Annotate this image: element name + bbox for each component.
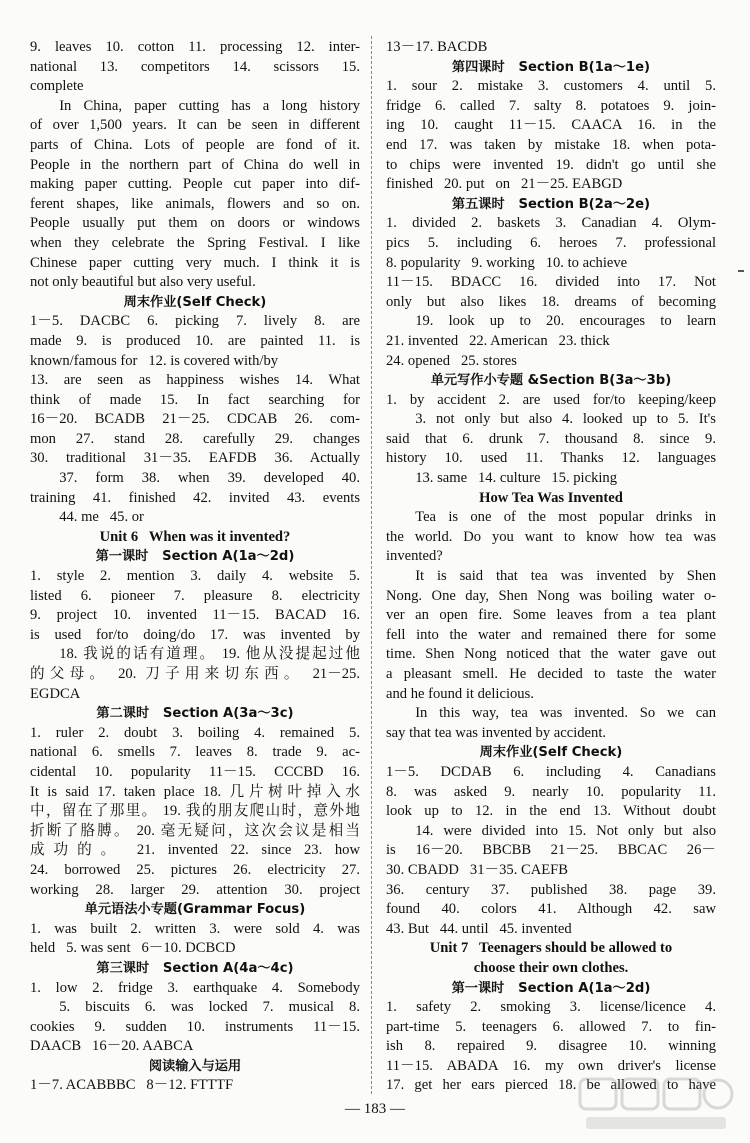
- margin-mark: [738, 270, 744, 272]
- right-text-line: fridge 6. called 7. salty 8. potatoes 9. join-: [386, 97, 716, 114]
- right-text-line: and he found it delicious.: [386, 685, 534, 702]
- left-text-line: cookies 9. sudden 10. instruments 11－15.: [30, 1018, 360, 1035]
- right-text-line: invented?: [386, 548, 443, 565]
- right-text-line: to chips were invented 19. didn't go until she: [386, 156, 716, 173]
- left-text-line: 1. low 2. fridge 3. earthquake 4. Somebody: [30, 979, 360, 996]
- left-text-line: national 6. smells 7. leaves 8. trade 9. ac-: [30, 744, 360, 761]
- right-text-line: 1. safety 2. smoking 3. license/licence 4.: [386, 999, 716, 1016]
- right-text-line: 1. divided 2. baskets 3. Canadian 4. Olym-: [386, 215, 716, 232]
- right-text-line: 24. opened 25. stores: [386, 352, 517, 369]
- right-text-line: 30. CBADD 31－35. CAEFB: [386, 861, 569, 878]
- left-text-line: parts of China. Lots of people are fond of it.: [30, 136, 360, 153]
- left-text-line: 24. borrowed 25. pictures 26. electricity 27.: [30, 861, 360, 878]
- right-text-line: said that 6. drunk 7. thousand 8. since 9.: [386, 430, 716, 447]
- right-section-heading: 第一课时 Section A(1a～2d): [451, 980, 651, 996]
- left-section-heading: 第一课时 Section A(1a～2d): [95, 549, 295, 565]
- watermark-logo-icon: [576, 1075, 736, 1135]
- right-text-line: 11－15. BDACC 16. divided into 17. Not: [386, 274, 716, 291]
- left-column: [30, 38, 360, 1096]
- left-text-line: national 13. competitors 14. scissors 15.: [30, 58, 360, 75]
- right-text-line: 36. century 37. published 38. page 39.: [386, 881, 716, 898]
- right-text-line: 13－17. BACDB: [386, 39, 488, 55]
- right-text-line: only but also likes 18. dreams of becoming: [386, 293, 716, 310]
- right-text-line: fell into the water and remained there for some: [386, 626, 716, 643]
- right-section-heading: Unit 7 Teenagers should be allowed to: [429, 940, 673, 957]
- left-section-heading: 第三课时 Section A(4a～4c): [96, 960, 294, 976]
- right-section-heading: 单元写作小专题 &Section B(3a～3b): [430, 373, 672, 389]
- left-text-line: made 9. is produced 10. are painted 11. is: [30, 332, 360, 349]
- right-text-line: 3. not only but also 4. looked up to 5. It's: [415, 411, 716, 428]
- right-text-line: ver an open fire. Some leaves from a tea plant: [386, 607, 716, 624]
- right-text-line: ing 10. caught 11－15. CAACA 16. in the: [386, 117, 716, 134]
- right-section-heading: 周末作业(Self Check): [479, 745, 623, 761]
- left-text-line: known/famous for 12. is covered with/by: [30, 352, 279, 369]
- left-text-line: not only beautiful but also very useful.: [30, 274, 256, 291]
- right-text-line: In this way, tea was invented. So we can: [415, 705, 716, 722]
- right-text-line: is 16－20. BBCBB 21－25. BBCAC 26－: [386, 842, 716, 859]
- left-text-line: Chinese paper cutting very much. I think it is: [30, 254, 360, 271]
- left-text-line: 中，留在了那里。 19. 我的朋友爬山时，意外地: [30, 803, 360, 820]
- left-text-line: 1－5. DACBC 6. picking 7. lively 8. are: [30, 313, 360, 330]
- right-text-line: pics 5. including 6. heroes 7. professional: [386, 234, 716, 251]
- left-text-line: mon 27. stand 28. carefully 29. changes: [30, 430, 360, 447]
- right-text-line: 17. get her ears pierced 18. be allowed to have: [386, 1077, 716, 1094]
- right-text-line: a pleasant smell. He decided to taste the water: [386, 666, 716, 682]
- left-section-heading: 周末作业(Self Check): [123, 294, 267, 310]
- left-text-line: It is said 17. taken place 18. 几片树叶掉入水: [30, 783, 360, 800]
- left-text-line: training 41. finished 42. invited 43. events: [30, 489, 360, 506]
- right-text-line: the world. Do you want to know how tea was: [386, 528, 716, 545]
- right-text-line: found 40. colors 41. Although 42. saw: [386, 901, 716, 918]
- left-text-line: listed 6. pioneer 7. pleasure 8. electricity: [30, 587, 360, 604]
- right-column: [386, 38, 716, 1096]
- left-text-line: is used for/to doing/do 17. was invented by: [30, 626, 360, 643]
- right-text-line: 8. was asked 9. nearly 10. popularity 11.: [386, 783, 716, 800]
- page-number: — 183 —: [345, 1101, 405, 1117]
- left-text-line: 1. ruler 2. doubt 3. boiling 4. remained 5.: [30, 724, 360, 741]
- column-divider: [371, 36, 372, 1094]
- left-text-line: DAACB 16－20. AABCA: [30, 1038, 194, 1055]
- left-text-line: ferent shapes, like animals, flowers and so on.: [30, 195, 360, 212]
- right-text-line: Tea is one of the most popular drinks in: [415, 509, 716, 526]
- right-text-line: 43. But 44. until 45. invented: [386, 920, 572, 937]
- left-text-line: 的父母。 20. 刀子用来切东西。 21－25.: [30, 666, 360, 682]
- left-text-line: People in the northern part of China do well in: [30, 156, 360, 173]
- right-text-line: end 17. was taken by mistake 18. when pota-: [386, 136, 716, 153]
- left-section-heading: 阅读输入与运用: [148, 1058, 242, 1074]
- left-text-line: when they celebrate the Spring Festival. I like: [30, 234, 360, 251]
- right-text-line: 13. same 14. culture 15. picking: [415, 470, 618, 487]
- right-text-line: 21. invented 22. American 23. thick: [386, 332, 610, 349]
- right-text-line: Nong. One day, Shen Nong was boiling water o-: [386, 587, 716, 604]
- left-text-line: 37. form 38. when 39. developed 40.: [59, 470, 360, 487]
- left-text-line: think of made 15. In fact searching for: [30, 391, 360, 408]
- left-text-line: 9. leaves 10. cotton 11. processing 12. inter-: [30, 39, 360, 55]
- left-text-line: complete: [30, 78, 84, 95]
- right-text-line: 1. sour 2. mistake 3. customers 4. until 5.: [386, 78, 716, 95]
- left-text-line: 44. me 45. or: [59, 509, 144, 526]
- right-text-line: 19. look up to 20. encourages to learn: [415, 313, 716, 330]
- right-text-line: 8. popularity 9. working 10. to achieve: [386, 254, 628, 271]
- left-section-heading: Unit 6 When was it invented?: [99, 528, 291, 545]
- left-text-line: 1. style 2. mention 3. daily 4. website 5.: [30, 568, 360, 585]
- right-text-line: time. Shen Nong noticed that the water gave out: [386, 646, 716, 663]
- left-section-heading: 单元语法小专题(Grammar Focus): [84, 902, 306, 918]
- left-text-line: 5. biscuits 6. was locked 7. musical 8.: [59, 999, 360, 1016]
- right-section-heading: 第四课时 Section B(1a～1e): [451, 59, 651, 75]
- left-text-line: 成功的。 21. invented 22. since 23. how: [30, 842, 360, 859]
- left-text-line: 1. was built 2. written 3. were sold 4. was: [30, 920, 360, 937]
- right-text-line: part-time 5. teenagers 6. allowed 7. to fin-: [386, 1018, 716, 1035]
- left-text-line: 13. are seen as happiness wishes 14. What: [30, 372, 360, 389]
- left-text-line: 1－7. ACABBBC 8－12. FTTTF: [30, 1077, 234, 1094]
- left-text-line: cidental 10. popularity 11－15. CCCBD 16.: [30, 763, 360, 780]
- right-section-heading: 第五课时 Section B(2a～2e): [451, 196, 651, 212]
- left-text-line: of over 1,500 years. It can be seen in different: [30, 117, 360, 134]
- left-text-line: working 28. larger 29. attention 30. project: [30, 881, 360, 898]
- left-text-line: 30. traditional 31－35. EAFDB 36. Actually: [30, 450, 360, 467]
- right-text-line: say that tea was invented by accident.: [386, 724, 607, 741]
- right-section-heading: choose their own clothes.: [473, 959, 629, 976]
- right-text-line: look up to 12. in the end 13. Without doubt: [386, 803, 716, 820]
- right-text-line: history 10. used 11. Thanks 12. languages: [386, 450, 716, 467]
- right-text-line: ish 8. repaired 9. disagree 10. winning: [386, 1038, 716, 1055]
- left-section-heading: 第二课时 Section A(3a～3c): [96, 706, 294, 722]
- right-text-line: 11－15. ABADA 16. my own driver's license: [386, 1057, 716, 1074]
- left-text-line: 16－20. BCADB 21－25. CDCAB 26. com-: [30, 411, 360, 428]
- left-text-line: EGDCA: [30, 685, 81, 702]
- right-text-line: 14. were divided into 15. Not only but also: [415, 822, 716, 839]
- right-text-line: 1－5. DCDAB 6. including 4. Canadians: [386, 763, 716, 780]
- right-text-line: 1. by accident 2. are used for/to keeping/keep: [386, 391, 716, 408]
- left-text-line: 9. project 10. invented 11－15. BACAD 16.: [30, 607, 360, 624]
- right-section-heading: How Tea Was Invented: [479, 489, 623, 506]
- left-text-line: People usually put them on doors or windows: [30, 215, 360, 232]
- left-text-line: held 5. was sent 6－10. DCBCD: [30, 940, 236, 957]
- left-text-line: In China, paper cutting has a long history: [59, 97, 360, 114]
- left-text-line: 18. 我说的话有道理。 19. 他从没提起过他: [59, 646, 360, 663]
- right-text-line: It is said that tea was invented by Shen: [415, 568, 716, 585]
- left-text-line: making paper cutting. People cut paper into dif-: [30, 176, 360, 193]
- left-text-line: 折断了胳膊。 20. 毫无疑问，这次会议是相当: [30, 822, 360, 839]
- right-text-line: finished 20. put on 21－25. EABGD: [386, 176, 623, 193]
